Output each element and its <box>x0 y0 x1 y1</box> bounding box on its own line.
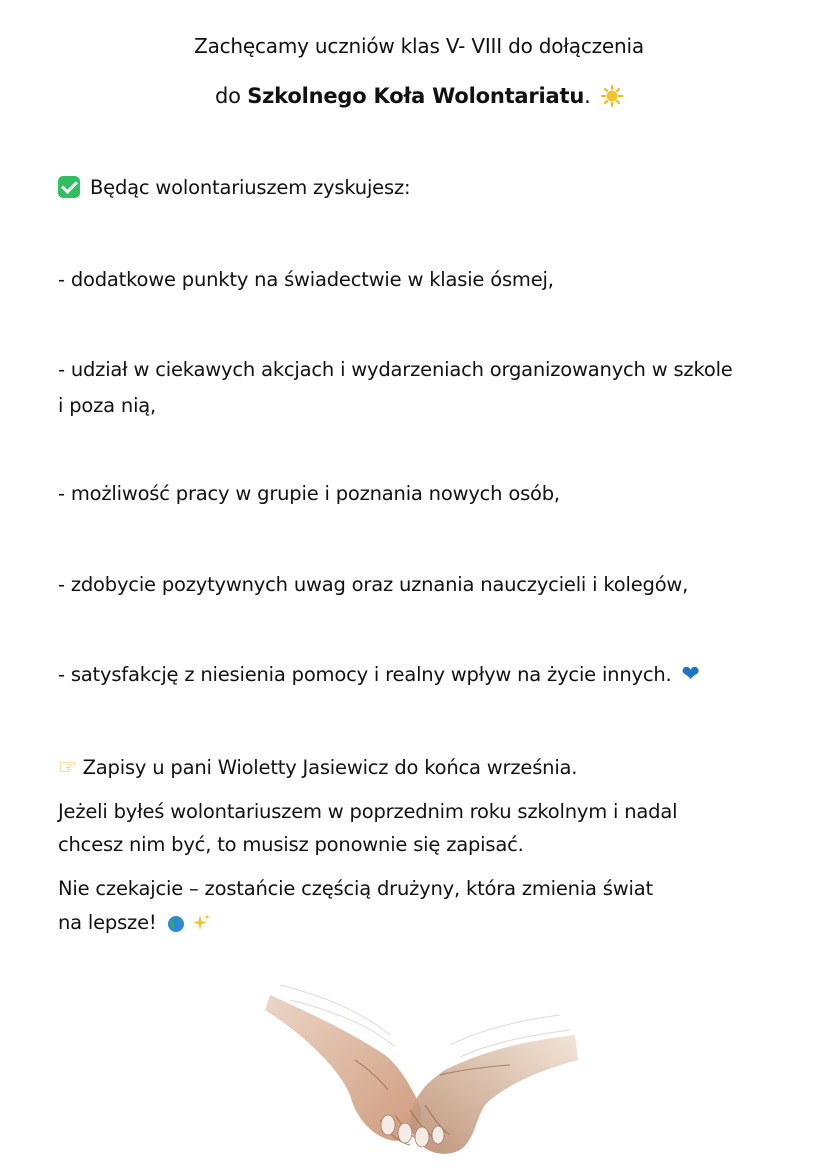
signup-note-2: chcesz nim być, to musisz ponownie się zapisać. <box>58 833 524 856</box>
benefit-item: - możliwość pracy w grupie i poznania nowych osób, <box>58 482 560 505</box>
holding-hands-illustration <box>260 975 580 1170</box>
check-mark-icon <box>58 176 80 198</box>
pointing-hand-icon: ☞ <box>58 755 77 779</box>
blue-heart-icon: ❤ <box>681 662 700 687</box>
closing-line-2: na lepsze! <box>58 911 211 935</box>
signup-line: ☞ Zapisy u pani Wioletty Jasiewicz do końca września. <box>58 755 578 779</box>
heading-line-1: Zachęcamy uczniów klas V- VIII do dołączenia <box>194 34 644 58</box>
heading-line-2 <box>0 84 838 108</box>
heading-suffix: . <box>584 84 591 108</box>
sparkles-icon <box>191 913 211 933</box>
sun-icon <box>601 85 623 107</box>
signup-note-1: Jeżeli byłeś wolontariuszem w poprzednim roku szkolnym i nadal <box>58 800 678 823</box>
globe-icon <box>167 915 185 933</box>
benefit-item: - zdobycie pozytywnych uwag oraz uznania nauczycieli i kolegów, <box>58 573 689 596</box>
club-name: Szkolnego Koła Wolontariatu <box>247 84 585 108</box>
heading-prefix: do <box>214 84 248 108</box>
benefit-item: - dodatkowe punkty na świadectwie w klasie ósmej, <box>58 268 554 291</box>
benefits-intro: Będąc wolontariuszem zyskujesz: <box>58 176 410 200</box>
benefit-item: - udział w ciekawych akcjach i wydarzeniach organizowanych w szkole <box>58 358 733 381</box>
benefit-item-continued: i poza nią, <box>58 394 157 417</box>
benefit-item-last: - satysfakcję z niesienia pomocy i realny wpływ na życie innych. ❤ <box>58 662 700 687</box>
closing-line-1: Nie czekajcie – zostańcie częścią drużyny, która zmienia świat <box>58 877 653 900</box>
